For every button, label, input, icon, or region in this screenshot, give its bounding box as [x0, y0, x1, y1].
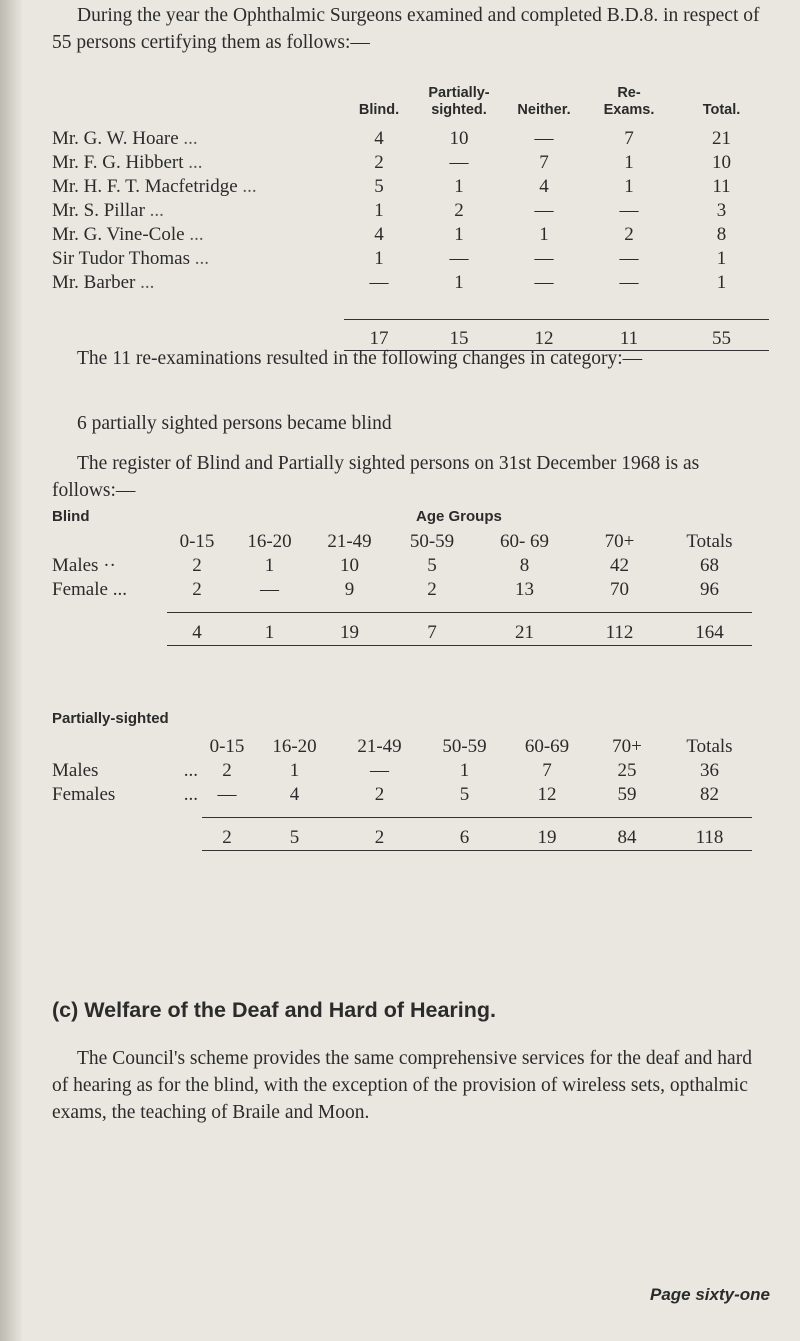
age-header: 60-69 [524, 736, 570, 757]
cell: 7 [542, 760, 552, 781]
total-cell: 15 [414, 319, 504, 350]
cell: — [534, 248, 554, 269]
header-neither: Neither. [517, 102, 571, 118]
row-label: Males [52, 555, 99, 576]
cell: 7 [539, 152, 549, 173]
table-row [52, 151, 769, 175]
age-groups-title: Age Groups [416, 508, 502, 525]
cell: 25 [617, 760, 637, 781]
row-label: Female [52, 579, 108, 600]
cell: — [449, 152, 469, 173]
table-row [52, 554, 752, 578]
total-cell: 55 [674, 319, 769, 350]
total-cell: 1 [227, 613, 312, 646]
cell: — [619, 200, 639, 221]
cell: 9 [344, 579, 355, 600]
surgeon-name: Mr. S. Pillar [52, 200, 145, 221]
cell: 7 [624, 128, 634, 149]
cell: 11 [712, 176, 731, 197]
leader-dots: ... [112, 579, 127, 600]
totals-row [52, 613, 752, 646]
cell: 2 [624, 224, 634, 245]
table-row [52, 127, 769, 151]
cell: 5 [374, 176, 384, 197]
cell: 12 [537, 784, 557, 805]
cell: — [534, 200, 554, 221]
intro-paragraph: During the year the Ophthalmic Surgeons examined and completed B.D.8. in respect of 55 persons certifying them as follows:— [52, 5, 760, 53]
cell: — [370, 760, 389, 781]
header-reexams: Re- Exams. [603, 85, 655, 118]
leader-dots: ... [194, 248, 209, 269]
cell: 1 [454, 224, 464, 245]
cell: 1 [454, 272, 464, 293]
leader-dots: ... [183, 784, 198, 805]
cell: 5 [427, 555, 437, 576]
cell: — [217, 784, 237, 805]
header-partially-sighted: Partially- sighted. [428, 85, 490, 118]
leader-dots: ·· [103, 555, 116, 576]
header-blind: Blind. [358, 102, 400, 118]
cell: 13 [515, 579, 534, 600]
cell: 4 [289, 784, 300, 805]
cell: 1 [289, 760, 300, 781]
cell: — [260, 579, 279, 600]
welfare-paragraph: The Council's scheme provides the same comprehensive services for the deaf and hard of hearing as for the blind, with the exception of the provision of wireless sets, opthalmic exams, the teaching of Braile and Moon. [52, 1048, 752, 1123]
leader-dots: ... [183, 760, 198, 781]
leader-dots: ... [242, 176, 257, 197]
cell: 4 [374, 128, 384, 149]
age-header: 70+ [612, 736, 642, 757]
partial-table [52, 735, 752, 851]
cell: 2 [192, 579, 202, 600]
cell: 1 [624, 152, 634, 173]
age-header: 16-20 [272, 736, 317, 757]
surgeon-name: Mr. G. W. Hoare [52, 128, 179, 149]
cell: 96 [700, 579, 719, 600]
total-cell: 118 [667, 818, 752, 851]
totals-row [52, 818, 752, 851]
header-row [52, 530, 752, 554]
age-header: 0-15 [209, 736, 245, 757]
total-cell: 2 [202, 818, 252, 851]
reexam-paragraph: The 11 re-examinations resulted in the following changes in category:— [77, 348, 643, 369]
cell: 2 [427, 579, 437, 600]
cell: 42 [610, 555, 629, 576]
cell: 4 [539, 176, 549, 197]
cell: 8 [519, 555, 530, 576]
surgeon-name: Sir Tudor Thomas [52, 248, 190, 269]
table-row [52, 759, 752, 783]
cell: 1 [264, 555, 275, 576]
cell: 2 [374, 152, 384, 173]
cell: 10 [712, 152, 731, 173]
header-row [52, 735, 752, 759]
cell: 8 [716, 224, 727, 245]
total-cell: 11 [584, 319, 674, 350]
row-label: Males [52, 760, 99, 781]
age-header: 0-15 [179, 531, 215, 552]
total-cell: 84 [587, 818, 667, 851]
cell: 1 [454, 176, 464, 197]
age-header: 21-49 [327, 531, 372, 552]
row-label: Females [52, 784, 116, 805]
total-cell: 7 [387, 613, 477, 646]
table-row [52, 783, 752, 807]
cell: 21 [712, 128, 731, 149]
age-header: Totals [686, 736, 733, 757]
leader-dots: ... [183, 128, 198, 149]
surgeon-name: Mr. Barber [52, 272, 136, 293]
age-header: 70+ [604, 531, 635, 552]
age-header: Totals [686, 531, 733, 552]
page-number: Page sixty-one [650, 1285, 770, 1304]
age-header: 60- 69 [499, 531, 550, 552]
cell: 1 [374, 200, 384, 221]
cell: — [619, 248, 639, 269]
cell: 3 [716, 200, 727, 221]
cell: 2 [454, 200, 464, 221]
category-change-line: 6 partially sighted persons became blind [77, 413, 392, 434]
cell: 1 [716, 248, 727, 269]
total-cell: 164 [667, 613, 752, 646]
total-cell: 2 [337, 818, 422, 851]
leader-dots: ... [140, 272, 155, 293]
leader-dots: ... [189, 224, 204, 245]
cell: 1 [716, 272, 727, 293]
total-cell: 19 [312, 613, 387, 646]
header-total: Total. [702, 102, 741, 118]
age-header: 50-59 [442, 736, 487, 757]
total-cell: 5 [252, 818, 337, 851]
age-header: 21-49 [357, 736, 402, 757]
cell: 1 [459, 760, 470, 781]
leader-dots: ... [149, 200, 164, 221]
age-header: 16-20 [247, 531, 292, 552]
total-cell: 112 [572, 613, 667, 646]
blind-section-label: Blind [52, 508, 90, 525]
total-cell: 12 [504, 319, 584, 350]
welfare-heading: (c) Welfare of the Deaf and Hard of Hearing. [52, 998, 497, 1022]
surgeons-table [52, 85, 769, 351]
cell: — [369, 272, 389, 293]
age-header: 50-59 [409, 531, 455, 552]
cell: 10 [340, 555, 359, 576]
surgeon-name: Mr. F. G. Hibbert [52, 152, 184, 173]
total-cell: 17 [344, 319, 414, 350]
total-cell: 4 [167, 613, 227, 646]
page-edge [0, 0, 22, 1341]
table-row [52, 271, 769, 295]
table-row [52, 578, 752, 602]
total-cell: 19 [507, 818, 587, 851]
blind-table [52, 530, 752, 646]
cell: 2 [374, 784, 385, 805]
table-row [52, 223, 769, 247]
table-row [52, 199, 769, 223]
cell: 10 [449, 128, 469, 149]
cell: 4 [374, 224, 384, 245]
surgeon-name: Mr. G. Vine-Cole [52, 224, 185, 245]
cell: 1 [624, 176, 634, 197]
total-cell: 21 [477, 613, 572, 646]
cell: — [534, 272, 554, 293]
surgeons-header-spacer [52, 85, 344, 119]
cell: 68 [700, 555, 719, 576]
total-cell: 6 [422, 818, 507, 851]
partial-section-label: Partially-sighted [52, 710, 169, 727]
table-row [52, 247, 769, 271]
table-row [52, 175, 769, 199]
register-paragraph: The register of Blind and Partially sighted persons on 31st December 1968 is as follows:— [52, 453, 700, 501]
leader-dots: ... [188, 152, 203, 173]
cell: — [534, 128, 554, 149]
cell: 70 [610, 579, 629, 600]
cell: 2 [192, 555, 202, 576]
cell: 2 [222, 760, 232, 781]
cell: 5 [459, 784, 470, 805]
cell: 1 [539, 224, 549, 245]
surgeon-name: Mr. H. F. T. Macfetridge [52, 176, 238, 197]
cell: 36 [700, 760, 719, 781]
cell: 1 [374, 248, 384, 269]
cell: 82 [700, 784, 719, 805]
cell: — [619, 272, 639, 293]
cell: — [449, 248, 469, 269]
cell: 59 [617, 784, 637, 805]
